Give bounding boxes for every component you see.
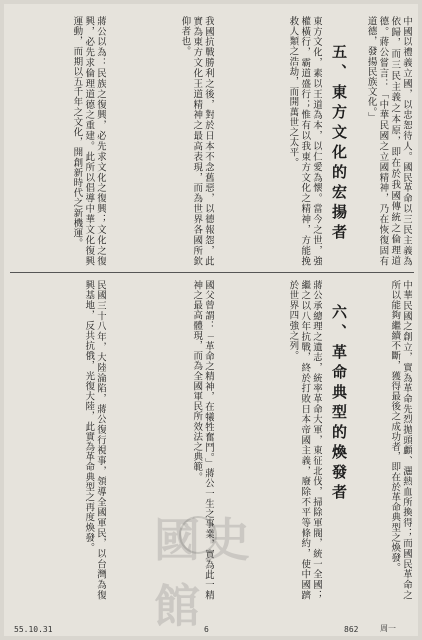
upper-text-block-4: 蔣公以為：民族之復興，必先求文化之復興；文化之復興，必先求倫理道德之重建。此所以倡導中華文化復興運動，而期以五千年之文化，開創新時代之新機運。: [71, 16, 106, 266]
footer-date: 55.10.31: [14, 625, 53, 634]
section-5-heading: 五、東方文化的宏揚者: [330, 44, 348, 244]
lower-text-block-4: 民國三十八年，大陸淪陷，蔣公復行視事，領導全國軍民，以台灣為復興基地，反共抗俄，光復大陸，此實為革命典型之再度煥發。: [83, 280, 106, 600]
archive-seal-icon: [179, 516, 217, 554]
section-6-heading: 六、革命典型的煥發者: [330, 304, 348, 504]
lower-text-block-1: 中華民國之創立，實為革命先烈拋頭顱、灑熱血所換得；而國民革命之所以能夠繼續不斷，獲得最後之成功者，即在於革命典型之煥發。: [389, 280, 412, 600]
footer-periodical-name: 周一: [380, 624, 396, 633]
newspaper-page: [4, 4, 418, 636]
archive-watermark: 國史館: [154, 513, 254, 633]
footer-page-number: 6: [204, 625, 209, 634]
lower-text-block-2: 蔣公承總理之遺志，統率革命大軍，東征北伐，掃除軍閥，統一全國；繼之以八年抗戰，終於打敗日本帝國主義，廢除不平等條約，使中國躋於世界四強之列。: [287, 280, 322, 600]
footer-issue-number: 862: [344, 625, 359, 634]
column-divider: [10, 272, 414, 273]
upper-text-block-3: 我國抗戰勝利之後，對於日本不念舊惡，以德報怨，此實為東方文化王道精神之最高表現，而為世界各國所欽仰者也。: [179, 16, 214, 266]
upper-text-block-2: 東方文化，素以王道為本，以仁愛為懷。當今之世，強權橫行，霸道盛行；惟有以我東方文化之精神，方能挽救人類之浩劫，而開萬世之太平。: [287, 16, 322, 266]
lower-text-block-3: 國父曾謂：「革命之精神，在犧牲奮鬥。」蔣公一生之事業，實為此一精神之最高體現，而為全國軍民所效法之典範。: [191, 280, 214, 600]
upper-text-block-1: 中國以禮義立國，以忠恕待人。國民革命以三民主義為依歸，而三民主義之本原，即在於我國傳統之倫理道德。蔣公嘗言：「中華民國之立國精神，乃在恢復固有道德，發揚民族文化。」: [365, 16, 412, 266]
